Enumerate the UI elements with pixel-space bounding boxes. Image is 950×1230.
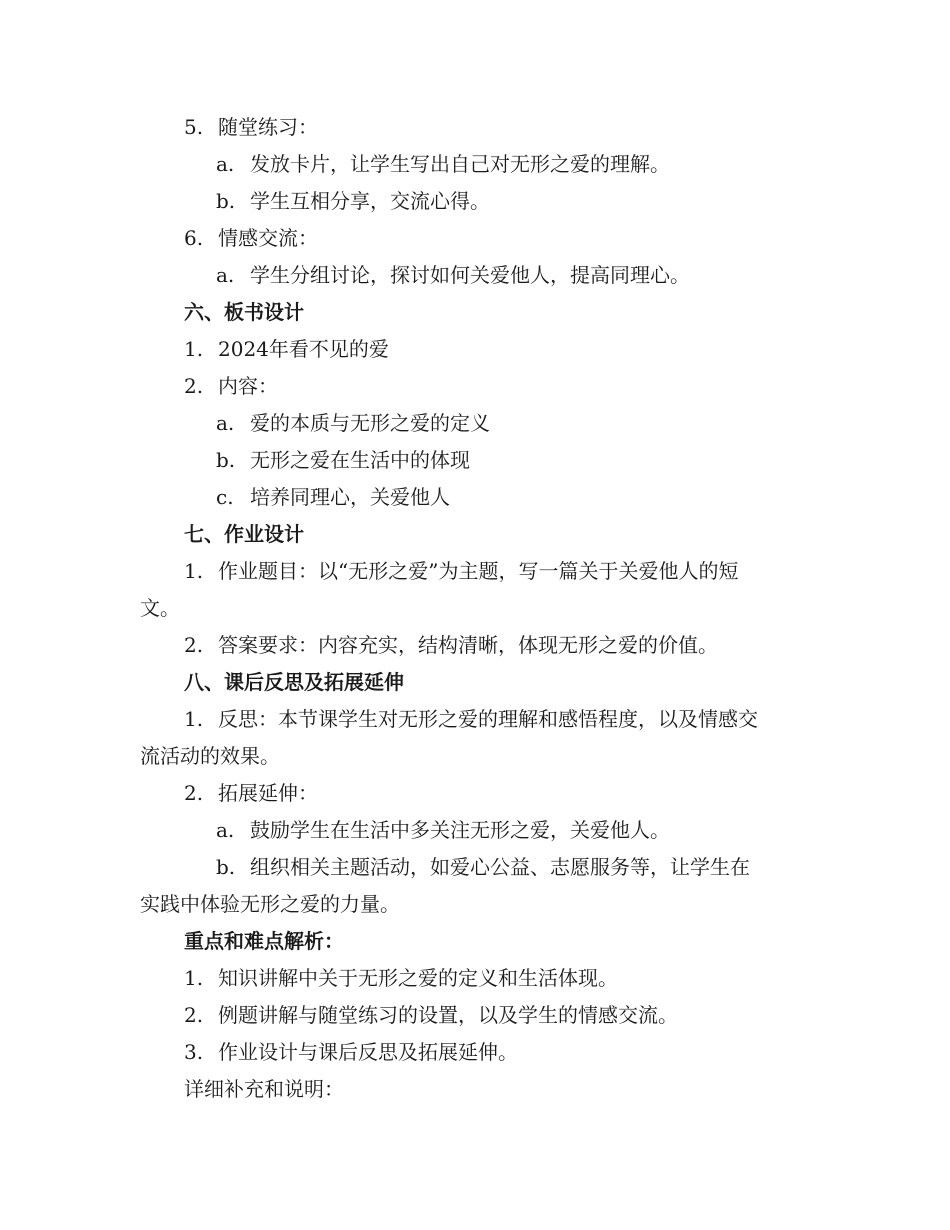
sub-item-5b (216, 188, 490, 214)
sub-item-6a (216, 262, 690, 288)
list-number: 1. (184, 966, 204, 990)
sub-item-text: 培养同理心，关爱他人 (250, 485, 450, 509)
section-heading-board-design: 六、板书设计 (184, 300, 304, 324)
list-text: 知识讲解中关于无形之爱的定义和生活体现。 (218, 966, 618, 990)
board-item-2 (184, 373, 278, 399)
list-text: 反思：本节课学生对无形之爱的理解和感悟程度，以及情感交 (218, 707, 758, 731)
list-number: 3. (184, 1040, 204, 1064)
list-number: 1. (184, 559, 204, 583)
list-text: 例题讲解与随堂练习的设置，以及学生的情感交流。 (218, 1003, 678, 1027)
sub-item-letter: a. (216, 263, 235, 287)
list-item-6 (184, 225, 318, 251)
list-item-5 (184, 114, 318, 140)
reflection-sub-item-a (216, 817, 670, 843)
list-number: 5. (184, 115, 204, 139)
board-sub-item-c (216, 484, 450, 510)
sub-item-text: 学生互相分享，交流心得。 (250, 189, 490, 213)
list-text: 随堂练习： (218, 115, 318, 139)
list-text: 2024年看不见的爱 (218, 337, 389, 361)
list-number: 2. (184, 781, 204, 805)
homework-item-1-continued: 文。 (140, 596, 180, 620)
list-text: 情感交流： (218, 226, 318, 250)
reflection-sub-item-b-continued: 实践中体验无形之爱的力量。 (140, 892, 400, 916)
section-heading-reflection: 八、课后反思及拓展延伸 (184, 670, 404, 694)
reflection-sub-item-b (216, 854, 750, 880)
list-number: 2. (184, 374, 204, 398)
sub-item-text: 发放卡片，让学生写出自己对无形之爱的理解。 (250, 152, 670, 176)
list-number: 2. (184, 633, 204, 657)
list-text: 拓展延伸： (218, 781, 318, 805)
section-heading-homework: 七、作业设计 (184, 522, 304, 546)
homework-item-1 (184, 558, 738, 584)
list-number: 2. (184, 1003, 204, 1027)
board-sub-item-a (216, 410, 490, 436)
sub-item-text: 组织相关主题活动，如爱心公益、志愿服务等，让学生在 (250, 855, 750, 879)
sub-item-text: 爱的本质与无形之爱的定义 (250, 411, 490, 435)
supplement-label: 详细补充和说明： (184, 1077, 344, 1101)
sub-item-letter: b. (216, 448, 236, 472)
reflection-item-2 (184, 780, 318, 806)
list-text: 内容： (218, 374, 278, 398)
board-sub-item-b (216, 447, 470, 473)
reflection-item-1-continued: 流活动的效果。 (140, 744, 280, 768)
sub-item-letter: b. (216, 189, 236, 213)
list-text: 答案要求：内容充实，结构清晰，体现无形之爱的价值。 (218, 633, 718, 657)
sub-item-letter: a. (216, 152, 235, 176)
sub-item-letter: c. (216, 485, 234, 509)
sub-item-text: 无形之爱在生活中的体现 (250, 448, 470, 472)
keypoint-item-1 (184, 965, 618, 991)
sub-item-5a (216, 151, 670, 177)
reflection-item-1 (184, 706, 758, 732)
board-item-1 (184, 336, 389, 362)
homework-item-2 (184, 632, 718, 658)
sub-item-letter: a. (216, 818, 235, 842)
keypoint-item-3 (184, 1039, 518, 1065)
list-text: 作业题目：以“无形之爱”为主题，写一篇关于关爱他人的短 (218, 559, 739, 583)
sub-item-text: 学生分组讨论，探讨如何关爱他人，提高同理心。 (250, 263, 690, 287)
sub-item-letter: a. (216, 411, 235, 435)
list-number: 1. (184, 707, 204, 731)
keypoint-item-2 (184, 1002, 678, 1028)
list-text: 作业设计与课后反思及拓展延伸。 (218, 1040, 518, 1064)
list-number: 1. (184, 337, 204, 361)
sub-item-letter: b. (216, 855, 236, 879)
list-number: 6. (184, 226, 204, 250)
sub-item-text: 鼓励学生在生活中多关注无形之爱，关爱他人。 (250, 818, 670, 842)
section-heading-key-points: 重点和难点解析： (184, 929, 344, 953)
